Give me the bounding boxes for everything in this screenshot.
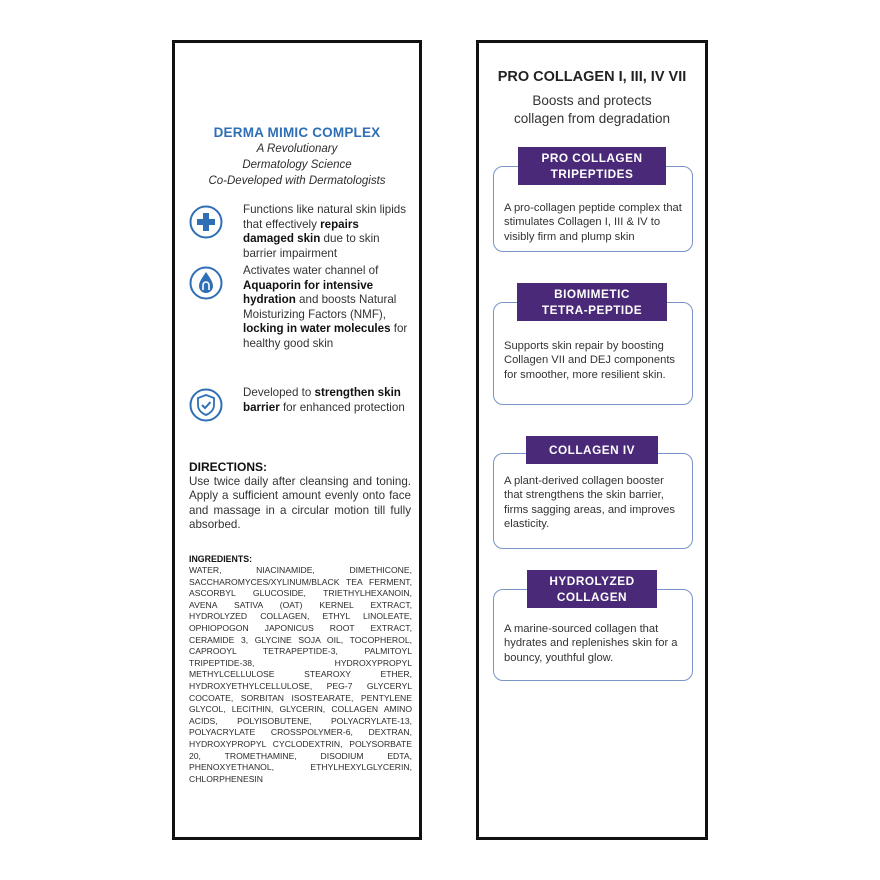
- feature-barrier: [189, 386, 409, 434]
- badge-hydrolyzed-collagen: HYDROLYZED COLLAGEN: [527, 570, 657, 608]
- directions-heading: DIRECTIONS:: [189, 460, 267, 474]
- pro-collagen-title: PRO COLLAGEN I, III, IV VII: [497, 69, 687, 85]
- card-text: A marine-sourced collagen that hydrates and replenishes skin for a bouncy, youthful glow.: [504, 623, 678, 664]
- badge-pro-collagen-tripeptides: PRO COLLAGEN TRIPEPTIDES: [518, 147, 666, 185]
- subtitle-line-1: A Revolutionary: [256, 143, 338, 155]
- ingredients-heading: INGREDIENTS:: [189, 554, 253, 564]
- card-text: A plant-derived collagen booster that strengthens the skin barrier, firms sagging areas, and improves elasticity.: [504, 475, 675, 531]
- feature-hydration: [189, 264, 409, 382]
- derma-mimic-title: DERMA MIMIC COMPLEX: [213, 125, 381, 140]
- card-text: A pro-collagen peptide complex that stimulates Collagen I, III & IV to visibly firm and plump skin: [504, 202, 682, 243]
- badge-biomimetic-tetra-peptide: BIOMIMETIC TETRA-PEPTIDE: [517, 283, 667, 321]
- feature-text: Activates water channel of Aquaporin for intensive hydration and boosts Natural Moisturizing Factors (NMF), locking in water molecules for healthy good skin: [243, 264, 408, 350]
- derma-mimic-panel: [172, 40, 422, 840]
- subtitle-line-3: Co-Developed with Dermatologists: [208, 175, 386, 187]
- pro-collagen-panel: [476, 40, 708, 840]
- card-text: Supports skin repair by boosting Collagen VII and DEJ components for smoother, more resilient skin.: [504, 340, 676, 381]
- ingredients-text: WATER, NIACINAMIDE, DIMETHICONE, SACCHAROMYCES/XYLINUM/BLACK TEA FERMENT, ASCORBYL GLUCOSIDE, TRIETHYLHEXANOIN, AVENA SATIVA (OAT) KERNEL EXTRACT, HYDROLYZED COLLAGEN, ETHYL LINOLEATE, OPHIOPOGON JAPONICUS ROOT EXTRACT, CERAMIDE 3, GLYCINE SOJA OIL, TOCOPHEROL, CAPROOYL TETRAPEPTIDE-3, PALMITOYL TRIPEPTIDE-38, HYDROXYPROPYL METHYLCELLULOSE STEAROXY ETHER, HYDROXYETHYLCELLULOSE, PEG-7 GLYCERYL COCOATE, SORBITAN ISOSTEARATE, PENTYLENE GLYCOL, LECITHIN, GLYCERIN, COLLAGEN AMINO ACIDS, POLYISOBUTENE, POLYACRYLATE-13, POLYACRYLATE CROSSPOLYMER-6, DEXTRAN, HYDROXYPROPYL CYCLODEXTRIN, POLYSORBATE 20, TROMETHAMINE, DISODIUM EDTA, PHENOXYETHANOL, ETHYLHEXYLGLYCERIN, CHLORPHENESIN: [189, 565, 412, 784]
- shield-check-icon: [189, 388, 223, 422]
- pro-collagen-subtitle: Boosts and protects collagen from degradation: [513, 93, 671, 126]
- feature-text: Developed to strengthen skin barrier for enhanced protection: [243, 386, 405, 414]
- water-drop-icon: [189, 266, 223, 300]
- directions-text: Use twice daily after cleansing and toning. Apply a sufficient amount evenly onto face and massage in a circular motion till fully absorbed.: [189, 475, 411, 532]
- card-collagen-iv: [493, 453, 693, 549]
- feature-repair: [189, 203, 409, 265]
- badge-collagen-iv: COLLAGEN IV: [526, 436, 658, 464]
- plus-icon: [189, 205, 223, 239]
- feature-text: Functions like natural skin lipids that effectively repairs damaged skin due to skin barrier impairment: [243, 203, 407, 260]
- subtitle-line-2: Dermatology Science: [242, 159, 352, 171]
